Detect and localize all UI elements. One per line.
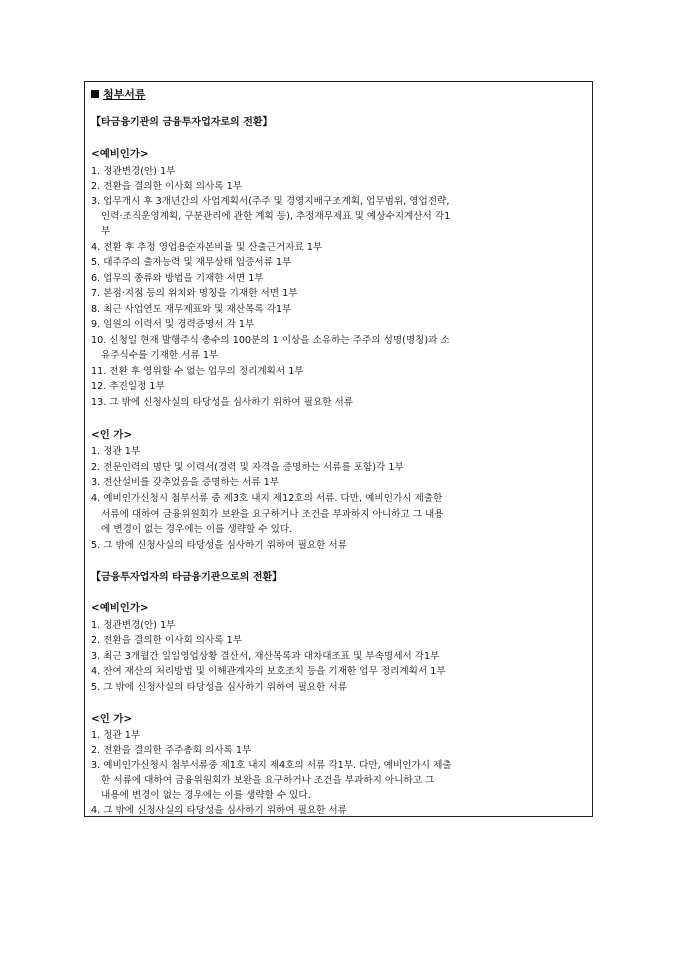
list-item: 서류에 대하여 금융위원회가 보완을 요구하거나 조건을 부과하지 아니하고 그 내용 <box>101 509 444 520</box>
list-item: 3. 최근 3개월간 일일영업상황 결산서, 재산목록과 대차대조표 및 부속명세서 각1부 <box>91 651 440 662</box>
list-item: 6. 업무의 종류와 방법을 기재한 서면 1부 <box>91 273 264 284</box>
list-item: 내용에 변경이 없는 경우에는 이를 생략할 수 있다. <box>101 790 311 801</box>
list-item: 5. 그 밖에 신청사실의 타당성을 심사하기 위하여 필요한 서류 <box>91 682 347 693</box>
section1-approval-heading: <인 가> <box>91 429 133 441</box>
list-item: 2. 전환을 결의한 이사회 의사록 1부 <box>91 181 242 192</box>
list-item: 3. 전산설비를 갖추었음을 증명하는 서류 1부 <box>91 477 280 488</box>
list-item: 12. 추진일정 1부 <box>91 381 165 392</box>
list-item: 한 서류에 대하여 금융위원회가 보완을 요구하거나 조건을 부과하지 아니하고 그 <box>101 775 435 786</box>
section2-prelim-heading: <예비인가> <box>91 602 149 614</box>
list-item: 2. 전문인력의 명단 및 이력서(경력 및 자격을 증명하는 서류를 포함)각 1부 <box>91 462 404 473</box>
list-item: 2. 전환을 결의한 이사회 의사록 1부 <box>91 635 242 646</box>
list-item: 3. 예비인가신청시 첨부서류중 제1호 내지 제4호의 서류 각1부. 다만, 예비인가시 제출 <box>91 760 452 771</box>
doc-title-text: 첨부서류 <box>103 88 146 101</box>
list-item: 4. 전환 후 추정 영업용순자본비율 및 산출근거자료 1부 <box>91 242 323 253</box>
list-item: 5. 대주주의 출자능력 및 재무상태 입증서류 1부 <box>91 257 292 268</box>
list-item: 4. 그 밖에 신청사실의 타당성을 심사하기 위하여 필요한 서류 <box>91 805 347 816</box>
doc-title <box>91 86 146 102</box>
list-item: 1. 정관 1부 <box>91 446 141 457</box>
list-item: 1. 정관 1부 <box>91 730 141 741</box>
attachments-box <box>84 81 593 817</box>
list-item: 인력·조직운영계획, 구분관리에 관한 계획 등), 추정재무제표 및 예상수지계산서 각1 <box>101 211 451 222</box>
list-item: 10. 신청일 현재 발행주식 총수의 100분의 1 이상을 소유하는 주주의 성명(명칭)과 소 <box>91 335 450 346</box>
square-bullet-icon <box>91 90 99 98</box>
list-item: 1. 정관변경(안) 1부 <box>91 620 176 631</box>
list-item: 4. 예비인가신청시 첨부서류 중 제3호 내지 제12호의 서류. 다만, 예비인가시 제출한 <box>91 493 443 504</box>
section1-prelim-heading: <예비인가> <box>91 148 149 160</box>
list-item: 부 <box>101 226 111 237</box>
list-item: 7. 본점·지점 등의 위치와 명칭을 기재한 서면 1부 <box>91 288 298 299</box>
list-item: 8. 최근 사업연도 재무제표와 및 재산목록 각1부 <box>91 304 292 315</box>
list-item: 유주식수를 기재한 서류 1부 <box>101 350 219 361</box>
list-item: 3. 업무개시 후 3개년간의 사업계획서(주주 및 경영지배구조계획, 업무범위, 영업전략, <box>91 196 450 207</box>
list-item: 4. 잔여 재산의 처리방법 및 이해관계자의 보호조치 등을 기재한 업무 정리계획서 1부 <box>91 666 446 677</box>
list-item: 1. 정관변경(안) 1부 <box>91 166 176 177</box>
section1-heading: 【타금융기관의 금융투자업자로의 전환】 <box>91 117 273 128</box>
section2-approval-heading: <인 가> <box>91 713 133 725</box>
list-item: 5. 그 밖에 신청사실의 타당성을 심사하기 위하여 필요한 서류 <box>91 540 347 551</box>
list-item: 9. 임원의 이력서 및 경력증명서 각 1부 <box>91 319 255 330</box>
list-item: 13. 그 밖에 신청사실의 타당성을 심사하기 위하여 필요한 서류 <box>91 397 354 408</box>
section2-heading: 【금융투자업자의 타금융기관으로의 전환】 <box>91 572 283 583</box>
list-item: 에 변경이 없는 경우에는 이를 생략할 수 있다. <box>101 524 293 535</box>
list-item: 2. 전환을 결의한 주주총회 의사록 1부 <box>91 745 252 756</box>
list-item: 11. 전환 후 영위할 수 없는 업무의 정리계획서 1부 <box>91 366 304 377</box>
